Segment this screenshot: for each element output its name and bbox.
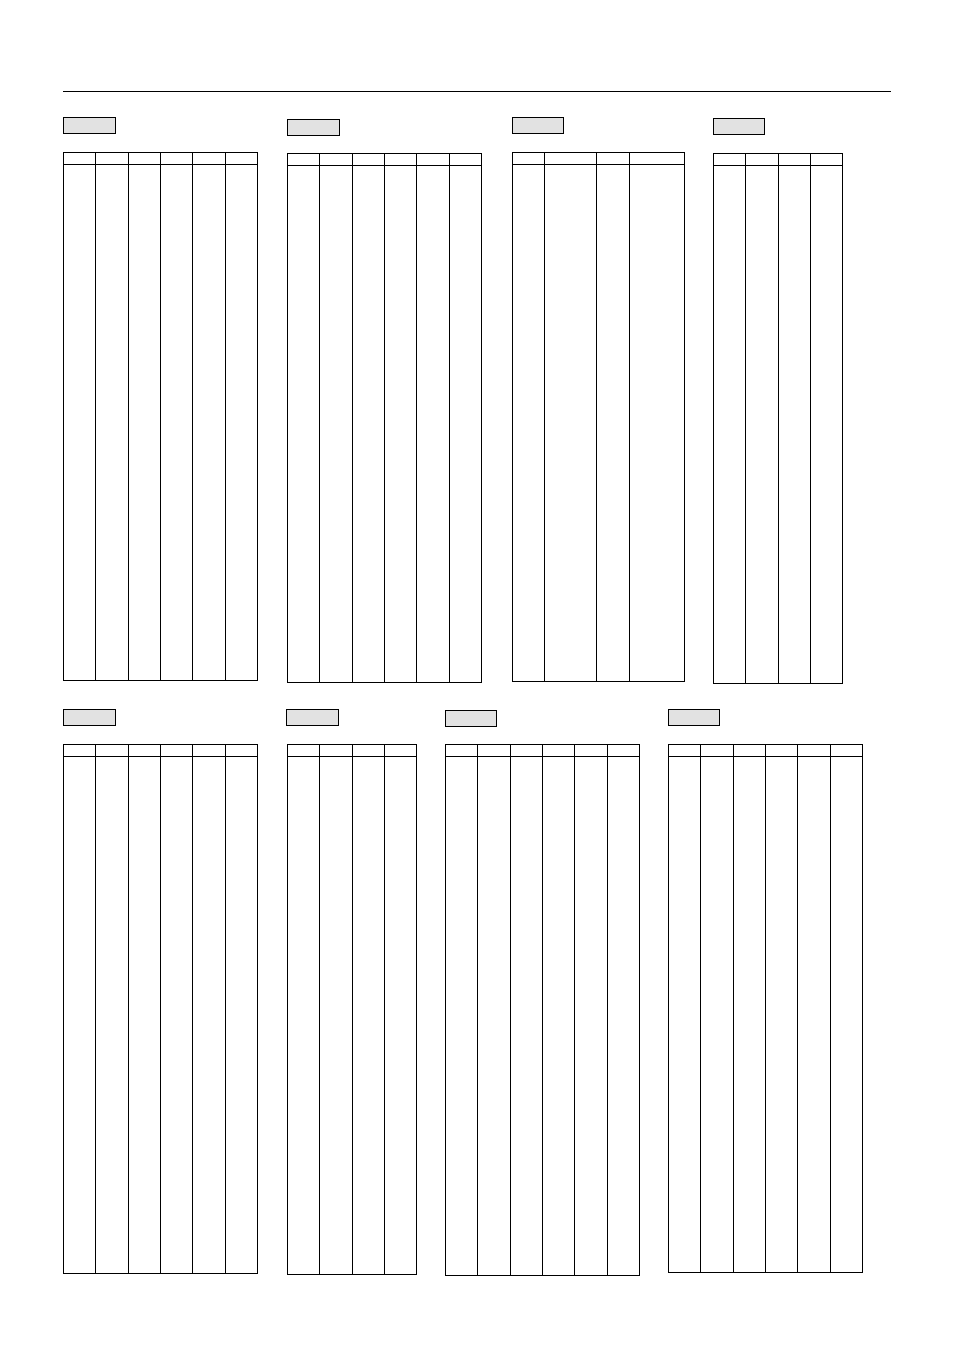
table-1-column-header — [161, 153, 192, 165]
table-8-column-header — [766, 745, 797, 757]
table-5-column-5 — [192, 745, 224, 1273]
table-4-column-header — [714, 154, 745, 166]
table-3-column-4 — [629, 153, 684, 681]
table-1 — [63, 152, 258, 681]
table-7-column-header — [511, 745, 542, 757]
table-3-column-header — [630, 153, 684, 165]
table-2-column-4 — [384, 154, 416, 682]
table-3-label — [512, 117, 564, 134]
table-1-column-2 — [95, 153, 127, 680]
table-2-label — [287, 119, 340, 136]
table-5 — [63, 744, 258, 1274]
table-5-column-header — [96, 745, 127, 757]
table-5-column-header — [129, 745, 160, 757]
table-7-label — [445, 710, 497, 727]
table-4-column-header — [746, 154, 777, 166]
table-3 — [512, 152, 685, 682]
table-7-column-6 — [607, 745, 639, 1275]
table-1-column-header — [129, 153, 160, 165]
table-8-label — [668, 709, 720, 726]
table-1-column-5 — [192, 153, 224, 680]
table-5-column-2 — [95, 745, 127, 1273]
table-1-column-1 — [64, 153, 95, 680]
table-3-column-3 — [596, 153, 629, 681]
table-3-column-1 — [513, 153, 544, 681]
table-1-column-header — [64, 153, 95, 165]
table-7-column-2 — [477, 745, 509, 1275]
table-6-column-header — [288, 745, 319, 757]
table-8-column-3 — [733, 745, 765, 1272]
table-2-column-header — [288, 154, 319, 166]
table-2 — [287, 153, 482, 683]
table-6-column-header — [353, 745, 384, 757]
table-4-column-header — [779, 154, 810, 166]
table-8-column-header — [831, 745, 862, 757]
header-rule — [63, 91, 891, 92]
table-1-column-3 — [128, 153, 160, 680]
table-8-column-2 — [700, 745, 732, 1272]
table-2-column-header — [450, 154, 481, 166]
table-4 — [713, 153, 843, 684]
table-2-column-3 — [352, 154, 384, 682]
table-7-column-1 — [446, 745, 477, 1275]
table-5-column-header — [161, 745, 192, 757]
table-6-column-1 — [288, 745, 319, 1274]
table-2-column-6 — [449, 154, 481, 682]
table-2-column-header — [320, 154, 351, 166]
table-8-column-header — [734, 745, 765, 757]
table-2-column-header — [385, 154, 416, 166]
table-3-column-2 — [544, 153, 596, 681]
table-2-column-2 — [319, 154, 351, 682]
table-5-label — [63, 709, 116, 726]
table-5-column-1 — [64, 745, 95, 1273]
table-5-column-3 — [128, 745, 160, 1273]
table-8-column-6 — [830, 745, 862, 1272]
table-7 — [445, 744, 640, 1276]
table-5-column-header — [226, 745, 257, 757]
table-4-column-1 — [714, 154, 745, 683]
table-2-column-1 — [288, 154, 319, 682]
table-4-label — [713, 118, 765, 135]
table-7-column-header — [543, 745, 574, 757]
table-4-column-2 — [745, 154, 777, 683]
table-1-column-header — [193, 153, 224, 165]
table-1-column-header — [226, 153, 257, 165]
table-7-column-3 — [510, 745, 542, 1275]
table-7-column-header — [575, 745, 606, 757]
table-7-column-header — [446, 745, 477, 757]
table-1-column-6 — [225, 153, 257, 680]
table-5-column-6 — [225, 745, 257, 1273]
table-6-column-3 — [352, 745, 384, 1274]
table-8-column-1 — [669, 745, 700, 1272]
table-1-label — [63, 117, 116, 134]
table-3-column-header — [545, 153, 596, 165]
table-3-column-header — [597, 153, 629, 165]
table-2-column-header — [353, 154, 384, 166]
table-1-column-header — [96, 153, 127, 165]
table-3-column-header — [513, 153, 544, 165]
table-7-column-4 — [542, 745, 574, 1275]
table-8-column-5 — [797, 745, 829, 1272]
table-6-column-header — [385, 745, 416, 757]
table-7-column-header — [478, 745, 509, 757]
table-4-column-3 — [778, 154, 810, 683]
table-8-column-header — [669, 745, 700, 757]
table-1-column-4 — [160, 153, 192, 680]
table-8-column-4 — [765, 745, 797, 1272]
table-8-column-header — [798, 745, 829, 757]
table-5-column-4 — [160, 745, 192, 1273]
table-4-column-4 — [810, 154, 842, 683]
table-2-column-5 — [416, 154, 448, 682]
table-6-label — [286, 709, 339, 726]
table-5-column-header — [193, 745, 224, 757]
table-4-column-header — [811, 154, 842, 166]
table-6-column-header — [320, 745, 351, 757]
table-6-column-2 — [319, 745, 351, 1274]
table-7-column-header — [608, 745, 639, 757]
table-5-column-header — [64, 745, 95, 757]
table-6 — [287, 744, 417, 1275]
table-2-column-header — [417, 154, 448, 166]
table-7-column-5 — [574, 745, 606, 1275]
table-8 — [668, 744, 863, 1273]
table-8-column-header — [701, 745, 732, 757]
table-6-column-4 — [384, 745, 416, 1274]
